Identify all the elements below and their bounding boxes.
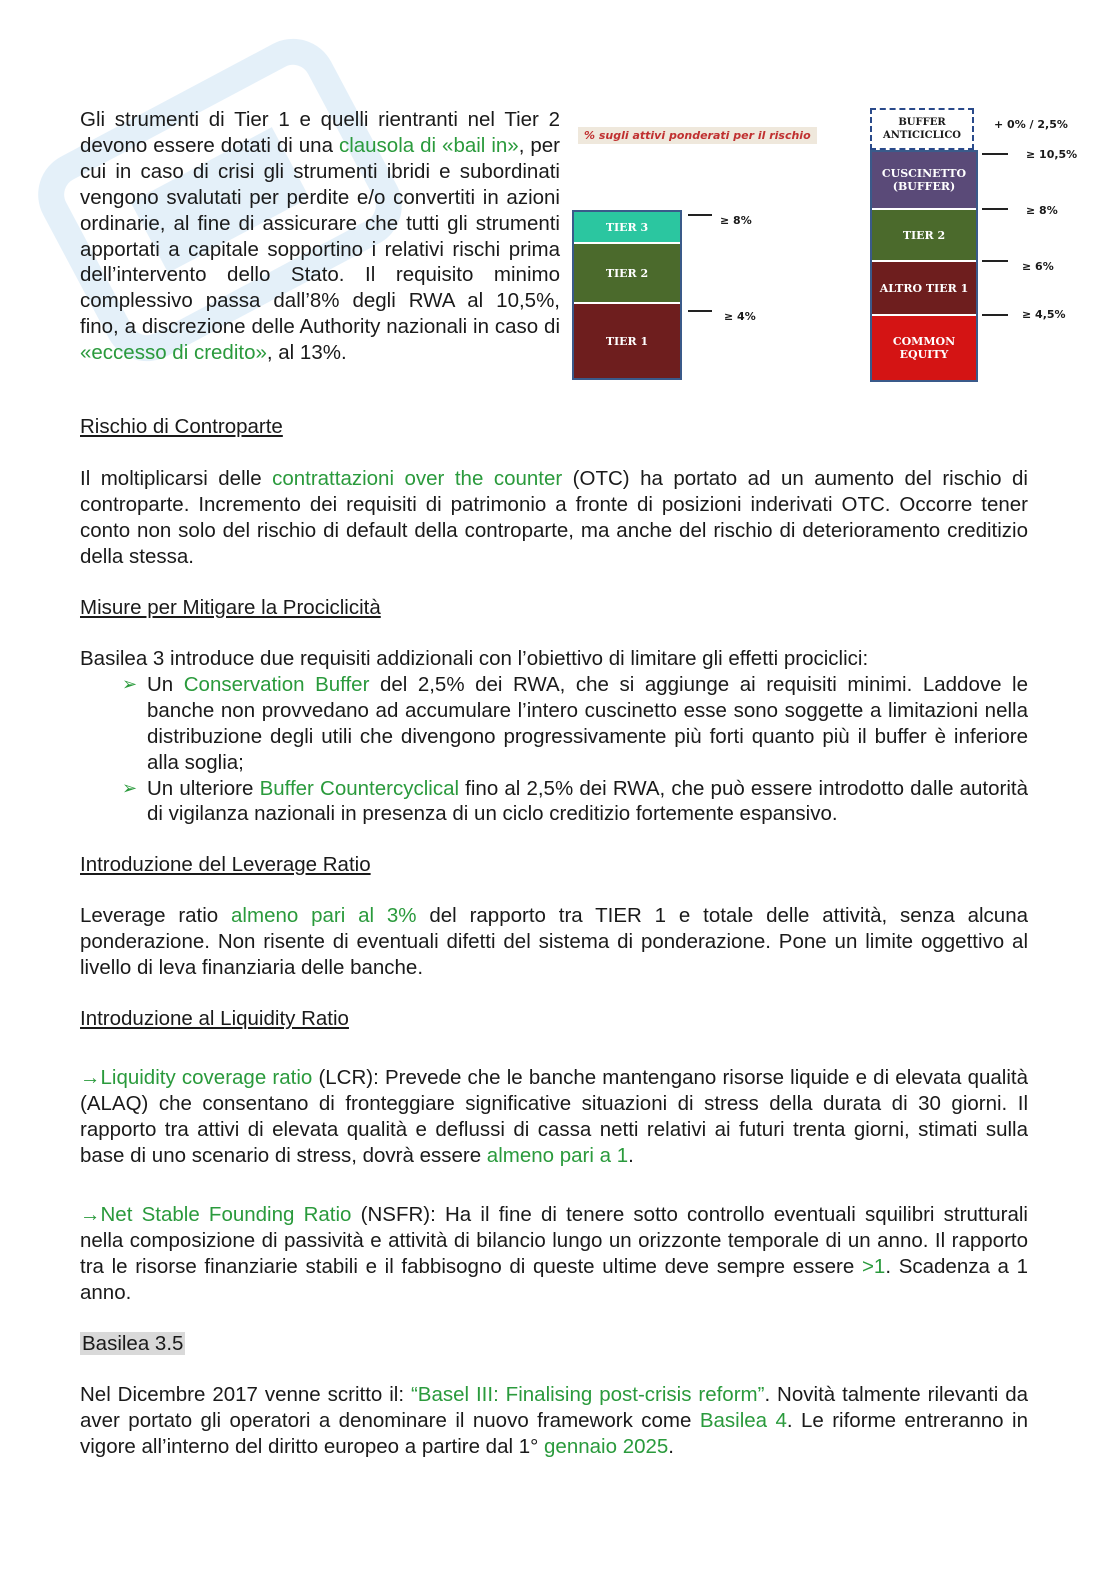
tick-4 bbox=[688, 310, 712, 312]
bar-buffer-anticiclico: BUFFER ANTICICLICO bbox=[870, 108, 974, 150]
arrow-bullet-icon: ➢ bbox=[122, 673, 138, 694]
heading-liquidity-ratio: Introduzione al Liquidity Ratio bbox=[80, 1007, 349, 1030]
diagram-caption: % sugli attivi ponderati per il rischio bbox=[578, 127, 817, 144]
bar-altro-tier1: ALTRO TIER 1 bbox=[872, 262, 976, 314]
capital-requirements-diagram bbox=[570, 100, 1090, 390]
tick-10-5 bbox=[982, 153, 1008, 155]
tick-6 bbox=[982, 260, 1008, 262]
prociclicita-section bbox=[80, 646, 1028, 827]
right-stack bbox=[870, 150, 978, 382]
tick-4-5 bbox=[982, 314, 1008, 316]
bar-cuscinetto: CUSCINETTO (BUFFER) bbox=[872, 152, 976, 208]
left-stack bbox=[572, 210, 682, 380]
bar-tier2-right: TIER 2 bbox=[872, 210, 976, 260]
intro-paragraph: Gli strumenti di Tier 1 e quelli rientranti nel Tier 2 devono essere dotati di una clausola di «bail in», per cui in caso di crisi gli strumenti ibridi e subordinati vengono svalutati per perdite e/o convertiti in azioni ordinarie, al fine di assicurare che tutti gli strumenti apportati a capitale sopportino i relativi rischi prima dell’intervento dello Stato. Il requisito minimo complessivo passa dall’8% degli RWA al 10,5%, fino, a discrezione delle Authority nazionali in caso di «eccesso di credito», al 13%. bbox=[80, 108, 560, 365]
heading-leverage-ratio: Introduzione del Leverage Ratio bbox=[80, 853, 371, 876]
list-item: ➢ Un ulteriore Buffer Countercyclical fino al 2,5% dei RWA, che può essere introdotto dalle autorità di vigilanza nazionali in presenza di un ciclo creditizio fortemente espansivo. bbox=[122, 776, 1028, 826]
paragraph-basilea: Nel Dicembre 2017 venne scritto il: “Basel III: Finalising post-crisis reform”. Novità talmente rilevanti da aver portato gli operatori a denominare il nuovo framework come Basilea 4. Le riforme entreranno in vigore all’interno del diritto europeo a partire dal 1° gennaio 2025. bbox=[80, 1383, 1028, 1458]
heading-prociclicita: Misure per Mitigare la Prociclicità bbox=[80, 596, 381, 619]
prociclicita-intro: Basilea 3 introduce due requisiti addizionali con l’obiettivo di limitare gli effetti prociclici: bbox=[80, 647, 869, 670]
label-buffer-range: + 0% / 2,5% bbox=[994, 118, 1068, 131]
bar-tier1-left: TIER 1 bbox=[574, 304, 680, 378]
heading-basilea-3-5: Basilea 3.5 bbox=[82, 1332, 184, 1355]
label-ge-10-5: ≥ 10,5% bbox=[1026, 148, 1078, 161]
paragraph-nsfr: →Net Stable Founding Ratio (NSFR): Ha il fine di tenere sotto controllo eventuali squilibri strutturali nella composizione di passività e attività di bilancio lungo un orizzonte temporale di un anno. Il rapporto tra le risorse finanziarie stabili e il fabbisogno di queste ultime deve sempre essere >1. Scadenza a 1 anno. bbox=[80, 1203, 1029, 1304]
tick-8 bbox=[688, 214, 712, 216]
tick-8-right bbox=[982, 208, 1008, 210]
paragraph-controparte: Il moltiplicarsi delle contrattazioni over the counter (OTC) ha portato ad un aumento del rischio di controparte. Incremento dei requisiti di patrimonio a fronte di posizioni inderivati OTC. Occorre tener conto non solo del rischio di default della controparte, ma anche del rischio di deterioramento creditizio della stessa. bbox=[80, 467, 1028, 568]
bar-tier2-left: TIER 2 bbox=[574, 244, 680, 302]
label-ge-4: ≥ 4% bbox=[724, 310, 756, 323]
bar-tier3: TIER 3 bbox=[574, 212, 680, 242]
label-ge-8-right: ≥ 8% bbox=[1026, 204, 1058, 217]
paragraph-leverage: Leverage ratio almeno pari al 3% del rapporto tra TIER 1 e totale delle attività, senza alcuna ponderazione. Non risente di eventuali difetti del sistema di ponderazione. Pone un limite oggettivo al livello di leva finanziaria delle banche. bbox=[80, 904, 1028, 979]
paragraph-lcr: →Liquidity coverage ratio (LCR): Prevede che le banche mantengano risorse liquide e di elevata qualità (ALAQ) che consentano di fronteggiare significative situazioni di stress della durata di 30 giorni. Il rapporto tra attivi di elevata qualità e deflussi di cassa netti relativi ai futuri trenta giorni, stimati sulla base di uno scenario di stress, dovrà essere almeno pari a 1. bbox=[80, 1066, 1028, 1167]
arrow-bullet-icon: ➢ bbox=[122, 777, 138, 798]
label-ge-4-5: ≥ 4,5% bbox=[1022, 308, 1066, 321]
list-item: ➢ Un Conservation Buffer del 2,5% dei RWA, che si aggiunge ai requisiti minimi. Laddove le banche non provvedano ad accumulare l’intero cuscinetto esse sono soggette a limitazioni nella distribuzione degli utili che divengono progressivamente più forti quanto più il buffer è inferiore alla soglia; bbox=[122, 672, 1028, 774]
label-ge-8-left: ≥ 8% bbox=[720, 214, 752, 227]
bar-common-equity: COMMON EQUITY bbox=[872, 316, 976, 380]
heading-rischio-controparte: Rischio di Controparte bbox=[80, 415, 283, 438]
label-ge-6: ≥ 6% bbox=[1022, 260, 1054, 273]
